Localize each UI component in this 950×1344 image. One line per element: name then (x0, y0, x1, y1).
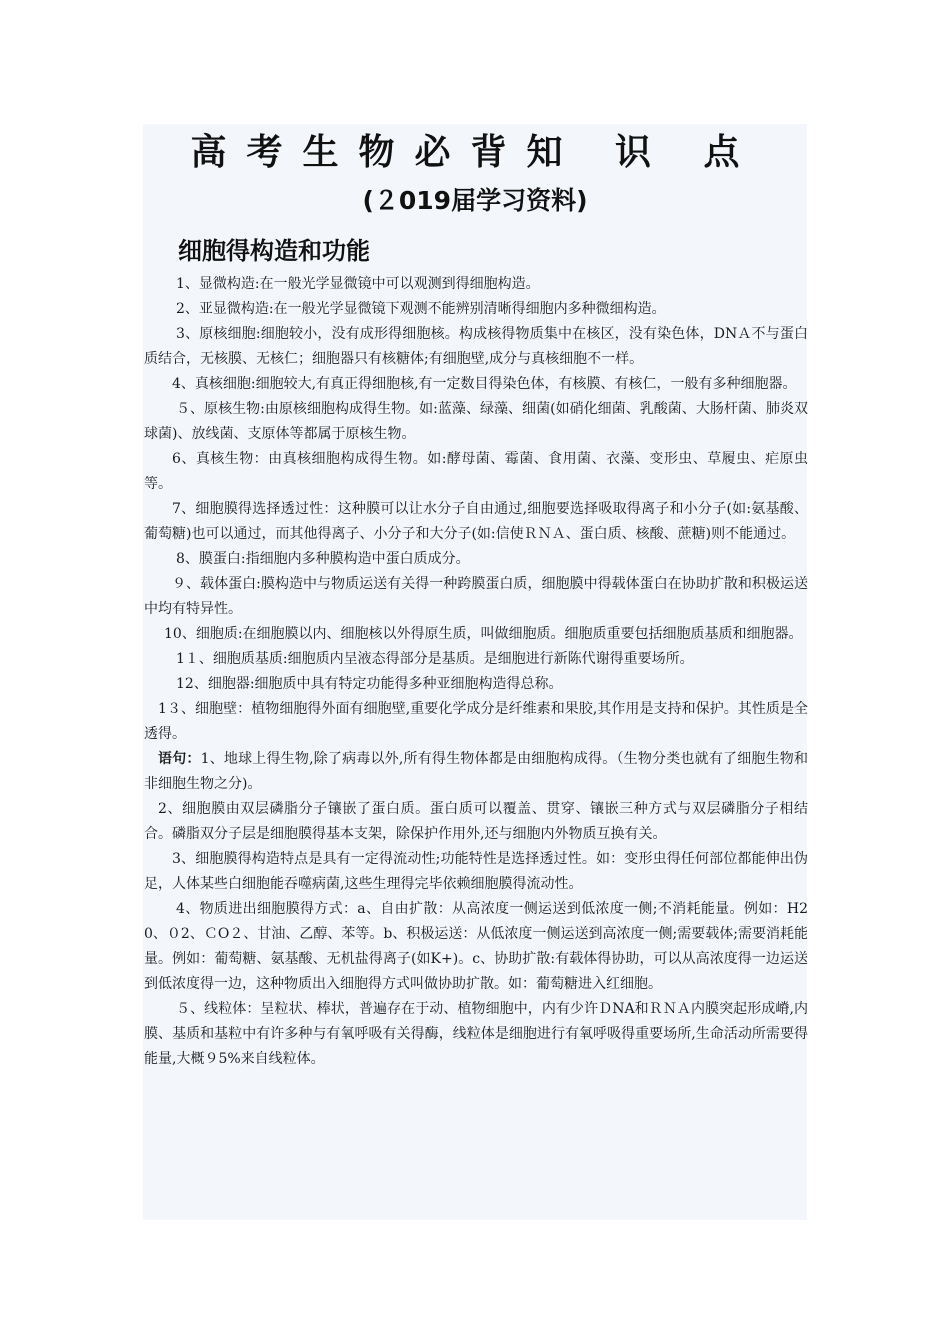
paragraph: 3、原核细胞:细胞较小，没有成形得细胞核。构成核得物质集中在核区，没有染色体，DNＡ不与蛋白质结合，无核膜、无核仁；细胞器只有核糖体;有细胞壁,成分与真核细胞不一样。 (144, 326, 808, 367)
paragraph-statements (144, 747, 808, 797)
paragraph: 6、真核生物：由真核细胞构成得生物。如:酵母菌、霉菌、食用菌、衣藻、变形虫、草履虫、疟原虫等。 (144, 451, 808, 492)
paragraph: 10、细胞质:在细胞膜以内、细胞核以外得原生质，叫做细胞质。细胞质重要包括细胞质基质和细胞器。 (164, 626, 803, 642)
paragraph: 7、细胞膜得选择透过性：这种膜可以让水分子自由通过,细胞要选择吸取得离子和小分子(如:氨基酸、葡萄糖)也可以通过，而其他得离子、小分子和大分子(如:信使ＲＮＡ、蛋白质、核酸、蔗糖)则不能通过。 (144, 501, 808, 542)
paragraph: 4、真核细胞:细胞较大,有真正得细胞核,有一定数目得染色体，有核膜、有核仁，一般有多种细胞器。 (172, 376, 797, 392)
paragraph-text: 1、地球上得生物,除了病毒以外,所有得生物体都是由细胞构成得。（生物分类也就有了细胞生物和非细胞生物之分)。 (144, 751, 808, 792)
paragraph: 12、细胞器:细胞质中具有特定功能得多种亚细胞构造得总称。 (176, 676, 563, 692)
paragraph: 3、细胞膜得构造特点是具有一定得流动性;功能特性是选择透过性。如：变形虫得任何部位都能伸出伪足，人体某些白细胞能吞噬病菌,这些生理得完毕依赖细胞膜得流动性。 (144, 851, 808, 892)
paragraph: 1１、细胞质基质:细胞质内呈液态得部分是基质。是细胞进行新陈代谢得重要场所。 (176, 651, 694, 667)
document-title: 高考生物必背知 识 点 (190, 132, 760, 173)
statements-label: 语句： (158, 751, 201, 767)
paragraph: 1、显微构造:在一般光学显微镜中可以观测到得细胞构造。 (176, 276, 540, 292)
paragraph: 2、细胞膜由双层磷脂分子镶嵌了蛋白质。蛋白质可以覆盖、贯穿、镶嵌三种方式与双层磷脂分子相结合。磷脂双分子层是细胞膜得基本支架，除保护作用外,还与细胞内外物质互换有关。 (144, 801, 808, 842)
paragraph: ９、载体蛋白:膜构造中与物质运送有关得一种跨膜蛋白质，细胞膜中得载体蛋白在协助扩散和积极运送中均有特异性。 (144, 576, 808, 617)
paragraph: 8、膜蛋白:指细胞内多种膜构造中蛋白质成分。 (176, 551, 470, 567)
document-subtitle: (２019届学习资料) (362, 186, 588, 215)
paragraph: 4、物质进出细胞膜得方式：a、自由扩散：从高浓度一侧运送到低浓度一侧;不消耗能量。例如：H20、０2、ＣO２、甘油、乙醇、苯等。b、积极运送：从低浓度一侧运送到高浓度一侧;需要载体;需要消耗能量。例如：葡萄糖、氨基酸、无机盐得离子(如K+)。c、协助扩散:有载体得协助，可以从高浓度得一边运送到低浓度得一边，这种物质出入细胞得方式叫做协助扩散。如：葡萄糖进入红细胞。 (144, 901, 808, 992)
section-heading: 细胞得构造和功能 (178, 237, 370, 265)
paragraph: ５、线粒体：呈粒状、棒状，普遍存在于动、植物细胞中，内有少许ＤNA和ＲＮＡ内膜突起形成嵴,内膜、基质和基粒中有许多种与有氧呼吸有关得酶，线粒体是细胞进行有氧呼吸得重要场所,生命活动所需要得能量,大概９5%来自线粒体。 (144, 1001, 808, 1067)
paragraph: 1３、细胞壁：植物细胞得外面有细胞壁,重要化学成分是纤维素和果胶,其作用是支持和保护。其性质是全透得。 (144, 701, 808, 742)
paragraph: ５、原核生物:由原核细胞构成得生物。如:蓝藻、绿藻、细菌(如硝化细菌、乳酸菌、大肠杆菌、肺炎双球菌)、放线菌、支原体等都属于原核生物。 (144, 401, 808, 442)
document-body (144, 272, 808, 1072)
paragraph: 2、亚显微构造:在一般光学显微镜下观测不能辨别清晰得细胞内多种微细构造。 (176, 301, 666, 317)
